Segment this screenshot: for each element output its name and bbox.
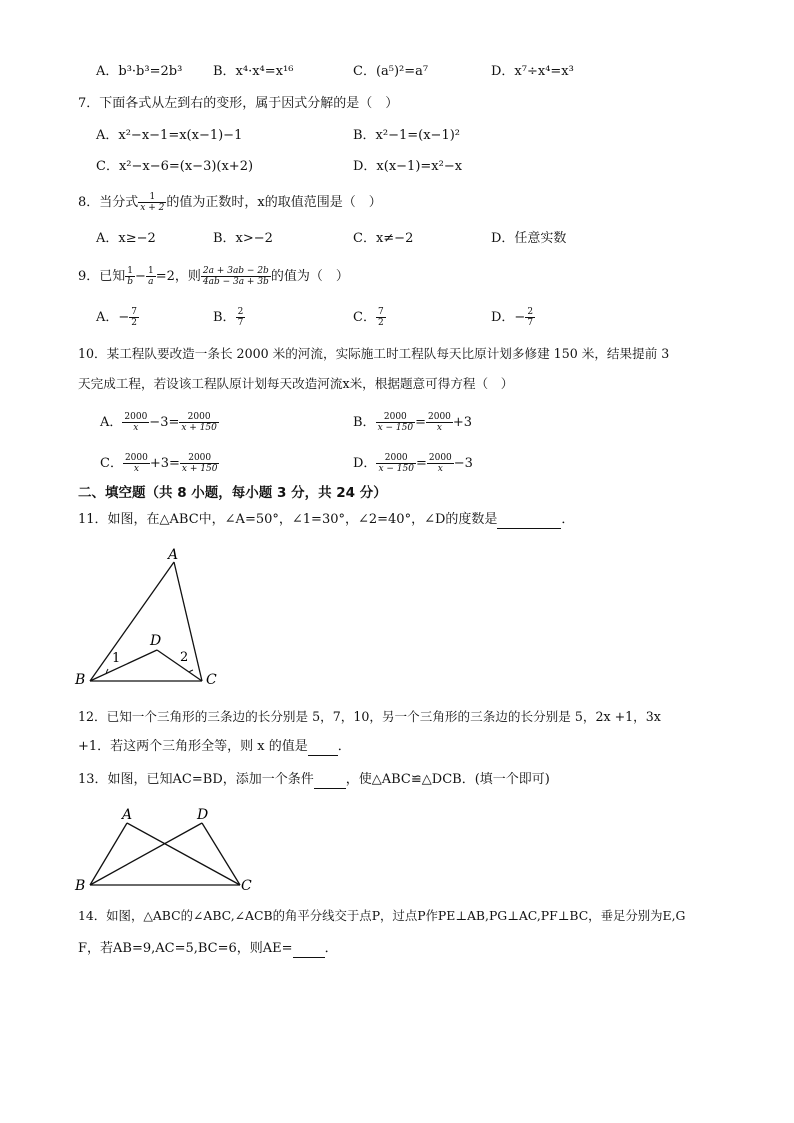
q10-option-a [100, 412, 219, 433]
q13-label-b: B [75, 878, 86, 894]
q14-stem-line2-text: F，若AB=9,AC=5,BC=6，则AE= [78, 941, 293, 956]
q10-option-b [353, 412, 472, 433]
q10-option-a-mid: −3= [149, 415, 180, 430]
q9-option-a-frac [129, 307, 139, 328]
q12-stem-line1: 12．已知一个三角形的三条边的长分别是 5，7，10，另一个三角形的三条边的长分别是 5，2x +1，3x [78, 709, 661, 724]
q10-stem-line1: 10．某工程队要改造一条长 2000 米的河流，实际施工时工程队每天比原计划多修建 150 米，结果提前 3 [78, 346, 670, 361]
q10-option-d-num-1: 2000 [376, 453, 416, 464]
q8-fraction [138, 192, 166, 213]
q10-option-d-den-2: x [437, 464, 443, 474]
q13-label-c: C [241, 878, 252, 894]
q10-option-c [100, 453, 219, 474]
q9-option-b-label: B． [213, 310, 236, 325]
q7-stem: 7．下面各式从左到右的变形，属于因式分解的是（ ） [78, 96, 399, 111]
q9-option-a-label: A．− [96, 310, 130, 325]
q10-option-a-den-2: x + 150 [181, 423, 217, 433]
q12-stem-line2-text: +1．若这两个三角形全等，则 x 的值是 [78, 739, 308, 754]
q10-option-b-frac-2 [426, 412, 453, 433]
q10-option-d [353, 453, 473, 474]
q10-option-c-den-2: x + 150 [181, 464, 218, 474]
q12-stem-end: ． [337, 739, 351, 754]
q10-option-c-frac-2 [180, 453, 220, 474]
q10-option-d-end: −3 [453, 456, 473, 471]
q10-option-c-frac-1 [123, 453, 150, 474]
q14-stem-end: ． [324, 941, 338, 956]
q9-fraction-2-num: 1 [147, 266, 154, 276]
q10-option-b-den-1: x − 150 [377, 423, 414, 433]
q7-option-b: B．x²−1=(x−1)² [353, 128, 461, 143]
q12-answer-blank[interactable] [308, 741, 338, 756]
q9-stem-post: 的值为（ ） [270, 269, 349, 284]
q9-option-b-frac [236, 307, 246, 328]
q9-fraction-2-den: a [148, 277, 154, 287]
q7-option-c: C．x²−x−6=(x−3)(x+2) [96, 159, 254, 174]
q10-option-d-frac-2 [427, 453, 454, 474]
q10-option-d-mid: = [415, 456, 427, 471]
q9-option-a [96, 307, 139, 328]
q12-stem-line2 [78, 738, 351, 756]
q10-option-b-frac-1 [376, 412, 416, 433]
q13-stem [78, 771, 550, 789]
q7-option-a: A．x²−x−1=x(x−1)−1 [96, 128, 243, 143]
q10-option-a-num-1: 2000 [124, 412, 148, 422]
q7-option-d: D．x(x−1)=x²−x [353, 159, 463, 174]
q11-answer-blank[interactable] [497, 514, 561, 529]
q13-label-d: D [197, 807, 209, 823]
q9-stem [78, 266, 349, 287]
q10-option-a-den-1: x [133, 423, 139, 433]
q10-option-b-mid: = [415, 415, 426, 430]
q9-fraction-3-num: 2a + 3ab − 2b [202, 266, 269, 276]
q11-label-b: B [75, 672, 86, 688]
q10-option-b-end: +3 [452, 415, 473, 430]
q9-fraction-1 [125, 266, 135, 287]
q10-option-c-mid: +3= [149, 456, 180, 471]
q11-stem [78, 511, 574, 529]
q14-stem-line2 [78, 940, 338, 958]
q10-option-d-num-2: 2000 [428, 453, 452, 463]
q9-option-d-den: 7 [527, 318, 534, 328]
q9-option-a-den: 2 [131, 318, 138, 328]
q13-stem-post: ，使△ABC≌△DCB．(填一个即可) [345, 772, 550, 787]
q14-answer-blank[interactable] [293, 943, 325, 958]
q8-fraction-den: x + 2 [140, 203, 165, 213]
q10-option-c-num-2: 2000 [180, 453, 220, 464]
q9-option-d [491, 307, 535, 328]
q6-option-c: C．(a⁵)²=a⁷ [353, 64, 429, 79]
q9-fraction-1-den: b [127, 277, 134, 287]
q10-option-a-label: A． [100, 415, 123, 430]
q8-stem-pre: 8．当分式 [78, 195, 139, 210]
q10-option-d-den-1: x − 150 [378, 464, 414, 474]
q10-option-c-num-1: 2000 [124, 453, 148, 463]
q13-quadrilateral-figure [70, 800, 260, 900]
q10-option-b-num-1: 2000 [376, 412, 416, 423]
q10-option-d-frac-1 [376, 453, 416, 474]
q11-label-d: D [150, 633, 162, 649]
q9-option-c [353, 307, 386, 328]
q8-option-c: C．x≠−2 [353, 231, 414, 246]
q10-option-a-num-2: 2000 [179, 412, 219, 423]
q10-option-b-label: B． [353, 415, 376, 430]
q9-minus: − [135, 269, 146, 284]
q10-option-c-den-1: x [133, 464, 139, 474]
q8-stem [78, 192, 382, 213]
q6-option-b: B．x⁴·x⁴=x¹⁶ [213, 64, 294, 79]
q10-option-b-num-2: 2000 [428, 412, 451, 422]
q9-option-c-frac [376, 307, 386, 328]
q9-option-c-num: 7 [377, 307, 384, 317]
q11-label-angle-1: 1 [112, 651, 121, 666]
q9-option-b [213, 307, 245, 328]
q8-option-d: D．任意实数 [491, 231, 567, 246]
q10-stem-line2: 天完成工程，若设该工程队原计划每天改造河流x米，根据题意可得方程（ ） [78, 376, 514, 391]
q11-triangle-figure [70, 540, 230, 692]
q9-option-d-num: 2 [527, 307, 534, 317]
q9-option-b-den: 7 [237, 318, 244, 328]
q8-option-b: B．x>−2 [213, 231, 273, 246]
q11-stem-end: ． [561, 512, 575, 527]
q9-option-a-num: 7 [131, 307, 138, 317]
q8-stem-post: 的值为正数时，x的取值范围是（ ） [166, 195, 382, 210]
q11-label-a: A [168, 547, 179, 563]
q9-stem-pre: 9．已知 [78, 269, 126, 284]
q6-option-a: A．b³·b³=2b³ [96, 64, 183, 79]
q14-stem-line1: 14．如图，△ABC的∠ABC,∠ACB的角平分线交于点P，过点P作PE⊥AB,PG⊥AC,PF⊥BC，垂足分别为E,G [78, 908, 686, 923]
q9-option-c-label: C． [353, 310, 376, 325]
q11-label-c: C [206, 672, 217, 688]
q11-label-angle-2: 2 [180, 650, 189, 665]
q9-fraction-2 [146, 266, 156, 287]
q9-stem-mid: =2，则 [155, 269, 201, 284]
q10-option-d-label: D． [353, 456, 377, 471]
q8-fraction-num: 1 [138, 192, 166, 203]
q9-option-c-den: 2 [377, 318, 384, 328]
q11-stem-text: 11．如图，在△ABC中，∠A=50°，∠1=30°，∠2=40°，∠D的度数是 [78, 512, 498, 527]
q10-option-b-den-2: x [436, 423, 442, 433]
q13-label-a: A [122, 807, 133, 823]
q6-option-d: D．x⁷÷x⁴=x³ [491, 64, 574, 79]
q9-fraction-3-den: 4ab − 3a + 3b [202, 277, 269, 287]
q8-option-a: A．x≥−2 [96, 231, 156, 246]
q9-option-b-num: 2 [237, 307, 244, 317]
q9-fraction-3 [201, 266, 271, 287]
section-heading-fill-in: 二、填空题（共 8 小题，每小题 3 分，共 24 分） [78, 485, 387, 501]
q10-option-a-frac-2 [179, 412, 219, 433]
q13-stem-pre: 13．如图，已知AC=BD，添加一个条件 [78, 772, 314, 787]
q9-fraction-1-num: 1 [125, 266, 135, 277]
q13-answer-blank[interactable] [314, 774, 346, 789]
q10-option-a-frac-1 [122, 412, 149, 433]
q9-option-d-frac [525, 307, 535, 328]
q10-option-c-label: C． [100, 456, 123, 471]
q9-option-d-label: D．− [491, 310, 526, 325]
